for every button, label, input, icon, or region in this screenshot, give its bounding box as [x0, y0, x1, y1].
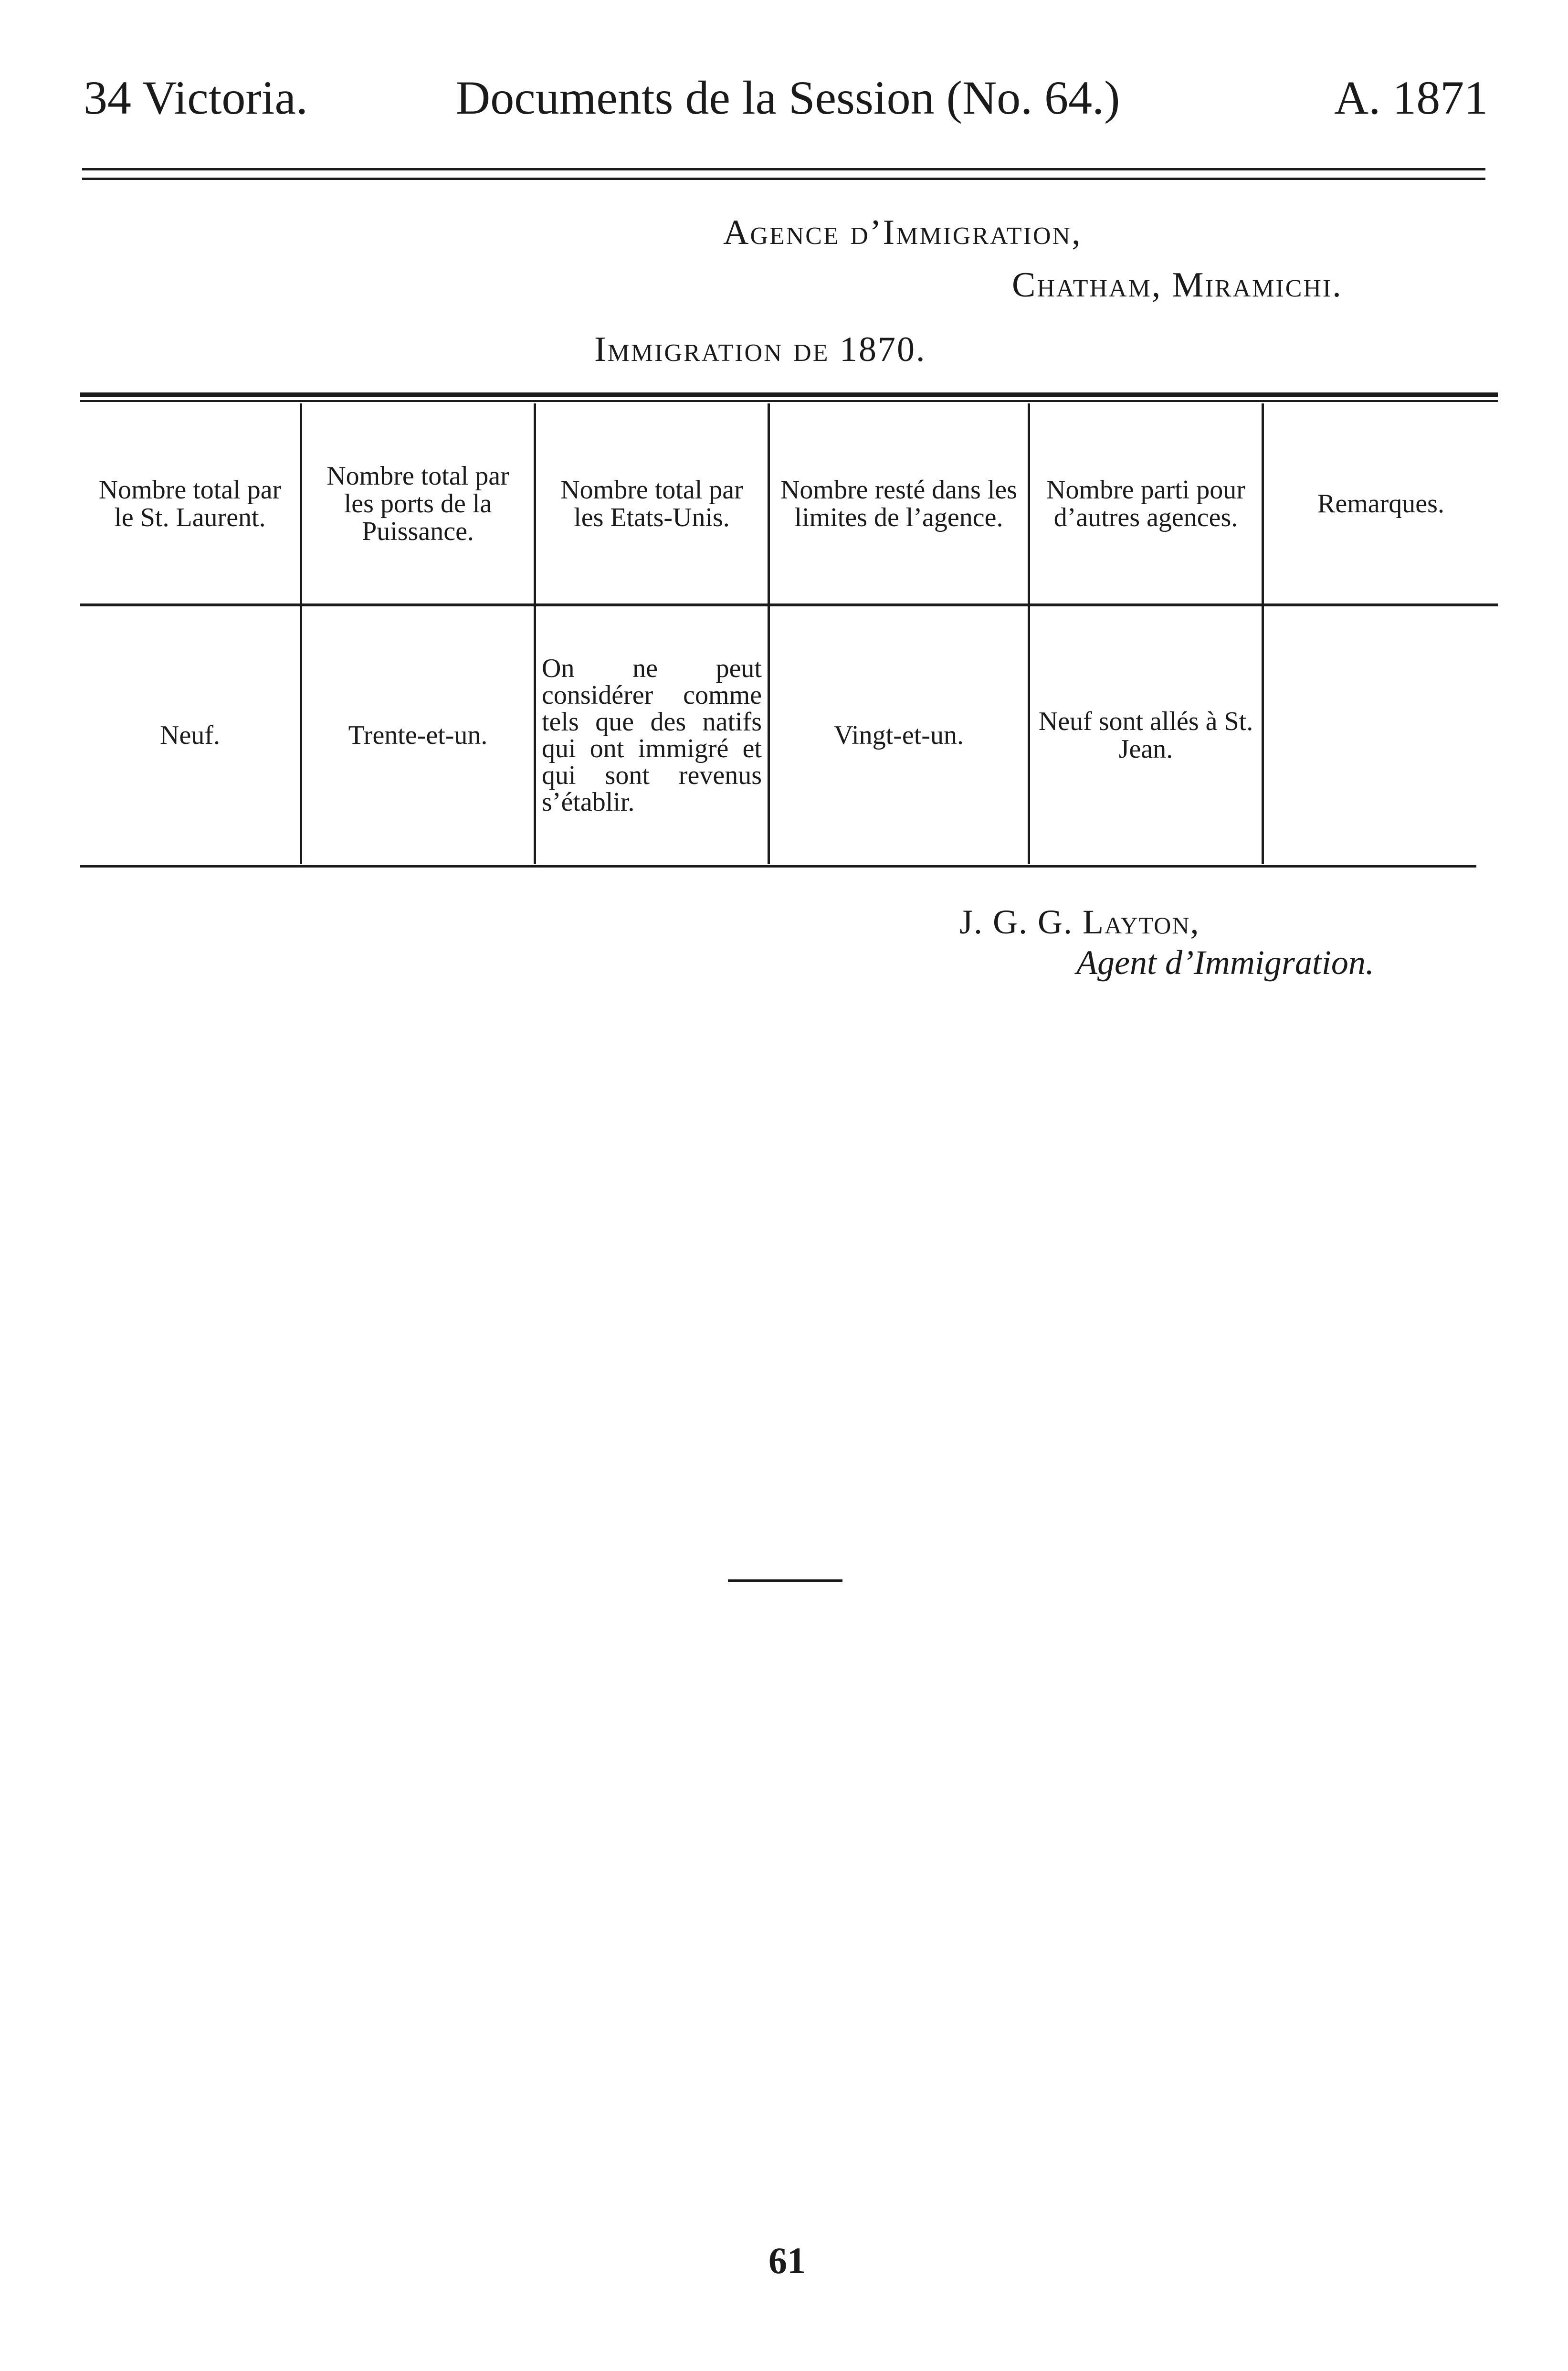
cell-remarques [1264, 606, 1498, 864]
header-ports-puissance: Nombre total par les ports de la Puissance. [302, 403, 536, 606]
header-rule-bottom [82, 178, 1485, 180]
cell-etats-unis: On ne peut considérer comme tels que des natifs qui ont immigré et qui sont revenus s’établir. [536, 606, 770, 864]
header-st-laurent: Nombre total par le St. Laurent. [80, 403, 302, 606]
cell-ports-puissance: Trente-et-un. [302, 606, 536, 864]
header-etats-unis: Nombre total par les Etats-Unis. [536, 403, 770, 606]
header-rule-top [82, 168, 1485, 170]
cell-parti-agences: Neuf sont allés à St. Jean. [1030, 606, 1264, 864]
header-reste-agence: Nombre resté dans les limites de l’agence. [770, 403, 1030, 606]
agency-name: Agence d’Immigration, [723, 213, 1082, 252]
running-header-left: 34 Victoria. [84, 71, 308, 124]
cell-st-laurent: Neuf. [80, 606, 302, 864]
running-header-year: A. 1871 [1334, 71, 1488, 124]
signer-title: Agent d’Immigration. [1076, 943, 1374, 982]
page-number: 61 [768, 2240, 806, 2281]
section-divider [728, 1579, 842, 1582]
header-parti-agences: Nombre parti pour d’autres agences. [1030, 403, 1264, 606]
header-remarques: Remarques. [1264, 403, 1498, 606]
table-rule-bottom [80, 865, 1476, 868]
table-rule-top [80, 392, 1498, 397]
cell-reste-agence: Vingt-et-un. [770, 606, 1030, 864]
table-rule-top-thin [80, 400, 1498, 402]
report-title: Immigration de 1870. [594, 330, 926, 369]
running-header-title: Documents de la Session (No. 64.) [456, 71, 1120, 124]
signer-name: J. G. G. Layton, [959, 903, 1200, 941]
agency-location: Chatham, Miramichi. [1012, 265, 1343, 305]
immigration-table [80, 403, 1498, 864]
